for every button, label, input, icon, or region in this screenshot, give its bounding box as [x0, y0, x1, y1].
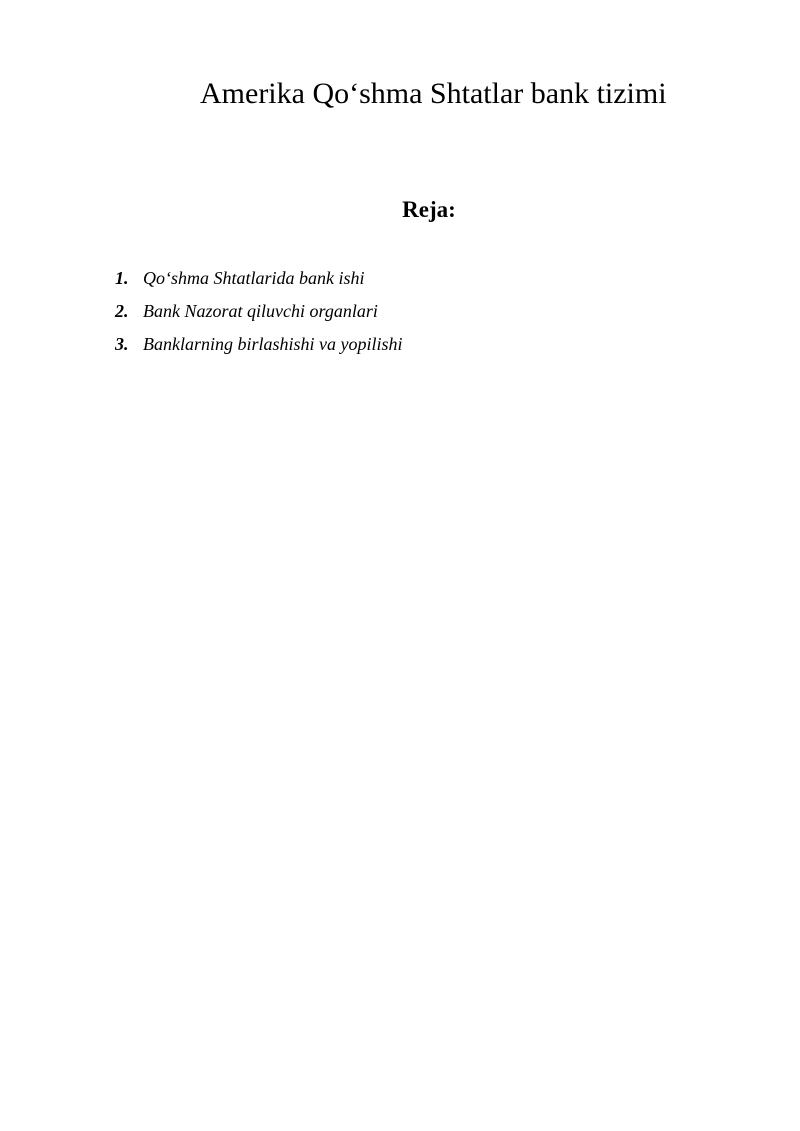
plan-item-text: Qo‘shma Shtatlarida bank ishi	[143, 268, 365, 288]
plan-item-text: Banklarning birlashishi va yopilishi	[143, 334, 403, 354]
plan-list	[115, 264, 403, 363]
plan-item-number: 3.	[115, 334, 129, 354]
plan-item-number: 2.	[115, 301, 129, 321]
plan-item-1	[115, 264, 403, 297]
plan-item-2	[115, 297, 403, 330]
plan-item-number: 1.	[115, 268, 129, 288]
plan-heading: Reja:	[402, 197, 456, 222]
plan-item-text: Bank Nazorat qiluvchi organlari	[143, 301, 378, 321]
document-title: Amerika Qo‘shma Shtatlar bank tizimi	[200, 77, 667, 110]
plan-item-3	[115, 330, 403, 363]
